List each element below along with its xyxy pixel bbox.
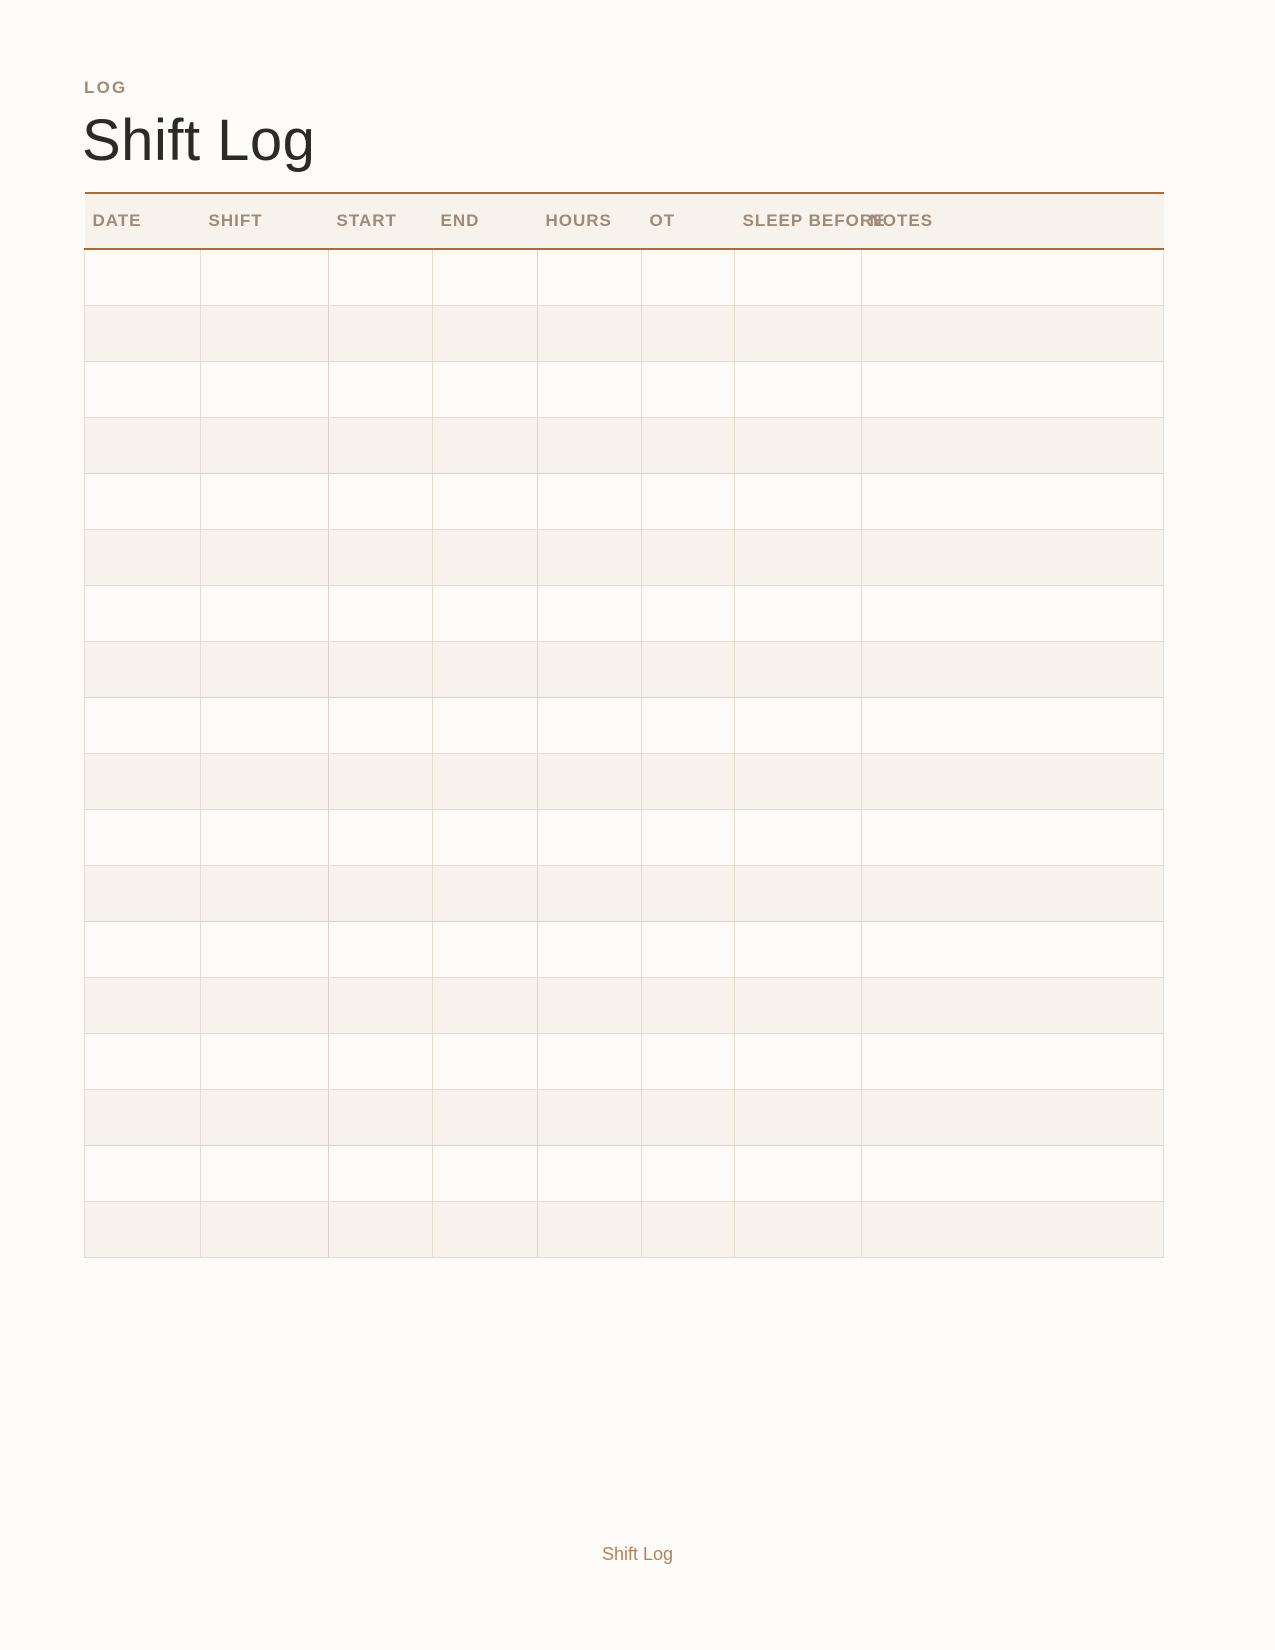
cell-end[interactable] bbox=[433, 1201, 538, 1257]
cell-sleep-before[interactable] bbox=[735, 921, 862, 977]
cell-sleep-before[interactable] bbox=[735, 1033, 862, 1089]
cell-shift[interactable] bbox=[201, 977, 329, 1033]
cell-sleep-before[interactable] bbox=[735, 641, 862, 697]
cell-start[interactable] bbox=[329, 921, 433, 977]
cell-hours[interactable] bbox=[538, 641, 642, 697]
cell-hours[interactable] bbox=[538, 417, 642, 473]
cell-shift[interactable] bbox=[201, 1089, 329, 1145]
shift-log-table bbox=[84, 192, 1164, 1258]
cell-shift[interactable] bbox=[201, 1145, 329, 1201]
cell-start[interactable] bbox=[329, 809, 433, 865]
cell-end[interactable] bbox=[433, 977, 538, 1033]
cell-hours[interactable] bbox=[538, 473, 642, 529]
cell-shift[interactable] bbox=[201, 641, 329, 697]
table-row bbox=[85, 305, 1164, 361]
table-row bbox=[85, 473, 1164, 529]
cell-sleep-before[interactable] bbox=[735, 305, 862, 361]
cell-ot[interactable] bbox=[642, 865, 735, 921]
cell-start[interactable] bbox=[329, 249, 433, 305]
cell-start[interactable] bbox=[329, 305, 433, 361]
cell-notes[interactable] bbox=[862, 809, 1164, 865]
cell-hours[interactable] bbox=[538, 1089, 642, 1145]
table-row bbox=[85, 865, 1164, 921]
cell-ot[interactable] bbox=[642, 641, 735, 697]
cell-notes[interactable] bbox=[862, 585, 1164, 641]
cell-shift[interactable] bbox=[201, 417, 329, 473]
cell-notes[interactable] bbox=[862, 865, 1164, 921]
cell-ot[interactable] bbox=[642, 1201, 735, 1257]
cell-date[interactable] bbox=[85, 865, 201, 921]
cell-start[interactable] bbox=[329, 641, 433, 697]
cell-date[interactable] bbox=[85, 809, 201, 865]
cell-start[interactable] bbox=[329, 977, 433, 1033]
cell-date[interactable] bbox=[85, 977, 201, 1033]
cell-date[interactable] bbox=[85, 305, 201, 361]
cell-hours[interactable] bbox=[538, 361, 642, 417]
cell-ot[interactable] bbox=[642, 1089, 735, 1145]
table-row bbox=[85, 921, 1164, 977]
cell-end[interactable] bbox=[433, 865, 538, 921]
column-header-sleep-before: SLEEP BEFORE bbox=[735, 193, 862, 249]
cell-notes[interactable] bbox=[862, 1033, 1164, 1089]
cell-shift[interactable] bbox=[201, 865, 329, 921]
cell-end[interactable] bbox=[433, 697, 538, 753]
table-row bbox=[85, 585, 1164, 641]
section-eyebrow: LOG bbox=[84, 78, 128, 97]
column-header-notes: NOTES bbox=[862, 193, 1164, 249]
cell-end[interactable] bbox=[433, 249, 538, 305]
cell-start[interactable] bbox=[329, 1033, 433, 1089]
cell-hours[interactable] bbox=[538, 1033, 642, 1089]
cell-ot[interactable] bbox=[642, 249, 735, 305]
cell-ot[interactable] bbox=[642, 809, 735, 865]
cell-end[interactable] bbox=[433, 641, 538, 697]
cell-sleep-before[interactable] bbox=[735, 417, 862, 473]
cell-date[interactable] bbox=[85, 249, 201, 305]
cell-notes[interactable] bbox=[862, 753, 1164, 809]
cell-sleep-before[interactable] bbox=[735, 977, 862, 1033]
column-header-shift: SHIFT bbox=[201, 193, 329, 249]
cell-notes[interactable] bbox=[862, 1145, 1164, 1201]
cell-notes[interactable] bbox=[862, 697, 1164, 753]
cell-shift[interactable] bbox=[201, 921, 329, 977]
cell-date[interactable] bbox=[85, 529, 201, 585]
cell-sleep-before[interactable] bbox=[735, 753, 862, 809]
cell-sleep-before[interactable] bbox=[735, 249, 862, 305]
table-header-row bbox=[85, 193, 1164, 249]
cell-ot[interactable] bbox=[642, 529, 735, 585]
cell-end[interactable] bbox=[433, 361, 538, 417]
cell-ot[interactable] bbox=[642, 305, 735, 361]
cell-notes[interactable] bbox=[862, 921, 1164, 977]
cell-ot[interactable] bbox=[642, 585, 735, 641]
table-row bbox=[85, 1145, 1164, 1201]
cell-end[interactable] bbox=[433, 809, 538, 865]
cell-sleep-before[interactable] bbox=[735, 809, 862, 865]
column-header-ot: OT bbox=[642, 193, 735, 249]
cell-date[interactable] bbox=[85, 753, 201, 809]
cell-end[interactable] bbox=[433, 305, 538, 361]
cell-end[interactable] bbox=[433, 921, 538, 977]
cell-ot[interactable] bbox=[642, 1145, 735, 1201]
cell-shift[interactable] bbox=[201, 753, 329, 809]
cell-hours[interactable] bbox=[538, 865, 642, 921]
cell-date[interactable] bbox=[85, 1201, 201, 1257]
cell-sleep-before[interactable] bbox=[735, 1145, 862, 1201]
cell-ot[interactable] bbox=[642, 921, 735, 977]
cell-ot[interactable] bbox=[642, 697, 735, 753]
cell-notes[interactable] bbox=[862, 249, 1164, 305]
cell-hours[interactable] bbox=[538, 529, 642, 585]
table-row bbox=[85, 697, 1164, 753]
cell-date[interactable] bbox=[85, 417, 201, 473]
cell-start[interactable] bbox=[329, 1201, 433, 1257]
cell-end[interactable] bbox=[433, 1145, 538, 1201]
table-body bbox=[85, 249, 1164, 1257]
column-header-start: START bbox=[329, 193, 433, 249]
cell-ot[interactable] bbox=[642, 977, 735, 1033]
cell-sleep-before[interactable] bbox=[735, 585, 862, 641]
cell-end[interactable] bbox=[433, 1089, 538, 1145]
cell-date[interactable] bbox=[85, 473, 201, 529]
page-footer: Shift Log bbox=[601, 1544, 674, 1564]
cell-end[interactable] bbox=[433, 585, 538, 641]
cell-start[interactable] bbox=[329, 361, 433, 417]
table-row bbox=[85, 977, 1164, 1033]
column-header-end: END bbox=[433, 193, 538, 249]
cell-date[interactable] bbox=[85, 1033, 201, 1089]
cell-notes[interactable] bbox=[862, 361, 1164, 417]
cell-shift[interactable] bbox=[201, 697, 329, 753]
cell-hours[interactable] bbox=[538, 977, 642, 1033]
cell-start[interactable] bbox=[329, 529, 433, 585]
cell-date[interactable] bbox=[85, 1089, 201, 1145]
cell-shift[interactable] bbox=[201, 1201, 329, 1257]
page-title: Shift Log bbox=[82, 108, 316, 173]
cell-end[interactable] bbox=[433, 417, 538, 473]
cell-shift[interactable] bbox=[201, 809, 329, 865]
table-row bbox=[85, 641, 1164, 697]
cell-ot[interactable] bbox=[642, 1033, 735, 1089]
cell-shift[interactable] bbox=[201, 361, 329, 417]
cell-date[interactable] bbox=[85, 697, 201, 753]
cell-notes[interactable] bbox=[862, 529, 1164, 585]
table-row bbox=[85, 809, 1164, 865]
cell-hours[interactable] bbox=[538, 697, 642, 753]
cell-hours[interactable] bbox=[538, 921, 642, 977]
cell-date[interactable] bbox=[85, 1145, 201, 1201]
cell-start[interactable] bbox=[329, 1145, 433, 1201]
cell-sleep-before[interactable] bbox=[735, 1201, 862, 1257]
cell-shift[interactable] bbox=[201, 585, 329, 641]
column-header-date: DATE bbox=[85, 193, 201, 249]
column-header-hours: HOURS bbox=[538, 193, 642, 249]
cell-notes[interactable] bbox=[862, 417, 1164, 473]
cell-notes[interactable] bbox=[862, 977, 1164, 1033]
cell-notes[interactable] bbox=[862, 1201, 1164, 1257]
cell-date[interactable] bbox=[85, 585, 201, 641]
cell-end[interactable] bbox=[433, 1033, 538, 1089]
cell-notes[interactable] bbox=[862, 473, 1164, 529]
cell-shift[interactable] bbox=[201, 1033, 329, 1089]
cell-start[interactable] bbox=[329, 1089, 433, 1145]
cell-hours[interactable] bbox=[538, 1145, 642, 1201]
cell-end[interactable] bbox=[433, 473, 538, 529]
cell-start[interactable] bbox=[329, 753, 433, 809]
cell-shift[interactable] bbox=[201, 249, 329, 305]
cell-end[interactable] bbox=[433, 529, 538, 585]
cell-hours[interactable] bbox=[538, 585, 642, 641]
cell-start[interactable] bbox=[329, 697, 433, 753]
cell-shift[interactable] bbox=[201, 305, 329, 361]
table-row bbox=[85, 1033, 1164, 1089]
cell-ot[interactable] bbox=[642, 417, 735, 473]
cell-ot[interactable] bbox=[642, 361, 735, 417]
cell-end[interactable] bbox=[433, 753, 538, 809]
cell-hours[interactable] bbox=[538, 809, 642, 865]
cell-sleep-before[interactable] bbox=[735, 697, 862, 753]
cell-start[interactable] bbox=[329, 473, 433, 529]
table-row bbox=[85, 753, 1164, 809]
cell-sleep-before[interactable] bbox=[735, 361, 862, 417]
cell-sleep-before[interactable] bbox=[735, 529, 862, 585]
cell-notes[interactable] bbox=[862, 641, 1164, 697]
cell-date[interactable] bbox=[85, 641, 201, 697]
cell-hours[interactable] bbox=[538, 1201, 642, 1257]
cell-hours[interactable] bbox=[538, 305, 642, 361]
cell-hours[interactable] bbox=[538, 249, 642, 305]
cell-shift[interactable] bbox=[201, 529, 329, 585]
table-row bbox=[85, 529, 1164, 585]
cell-hours[interactable] bbox=[538, 753, 642, 809]
cell-shift[interactable] bbox=[201, 473, 329, 529]
cell-start[interactable] bbox=[329, 865, 433, 921]
cell-date[interactable] bbox=[85, 361, 201, 417]
cell-start[interactable] bbox=[329, 585, 433, 641]
cell-sleep-before[interactable] bbox=[735, 865, 862, 921]
cell-date[interactable] bbox=[85, 921, 201, 977]
table-row bbox=[85, 249, 1164, 305]
table-row bbox=[85, 1201, 1164, 1257]
cell-ot[interactable] bbox=[642, 473, 735, 529]
cell-start[interactable] bbox=[329, 417, 433, 473]
cell-sleep-before[interactable] bbox=[735, 473, 862, 529]
cell-sleep-before[interactable] bbox=[735, 1089, 862, 1145]
cell-notes[interactable] bbox=[862, 305, 1164, 361]
cell-ot[interactable] bbox=[642, 753, 735, 809]
table-row bbox=[85, 417, 1164, 473]
cell-notes[interactable] bbox=[862, 1089, 1164, 1145]
table-row bbox=[85, 1089, 1164, 1145]
table-row bbox=[85, 361, 1164, 417]
